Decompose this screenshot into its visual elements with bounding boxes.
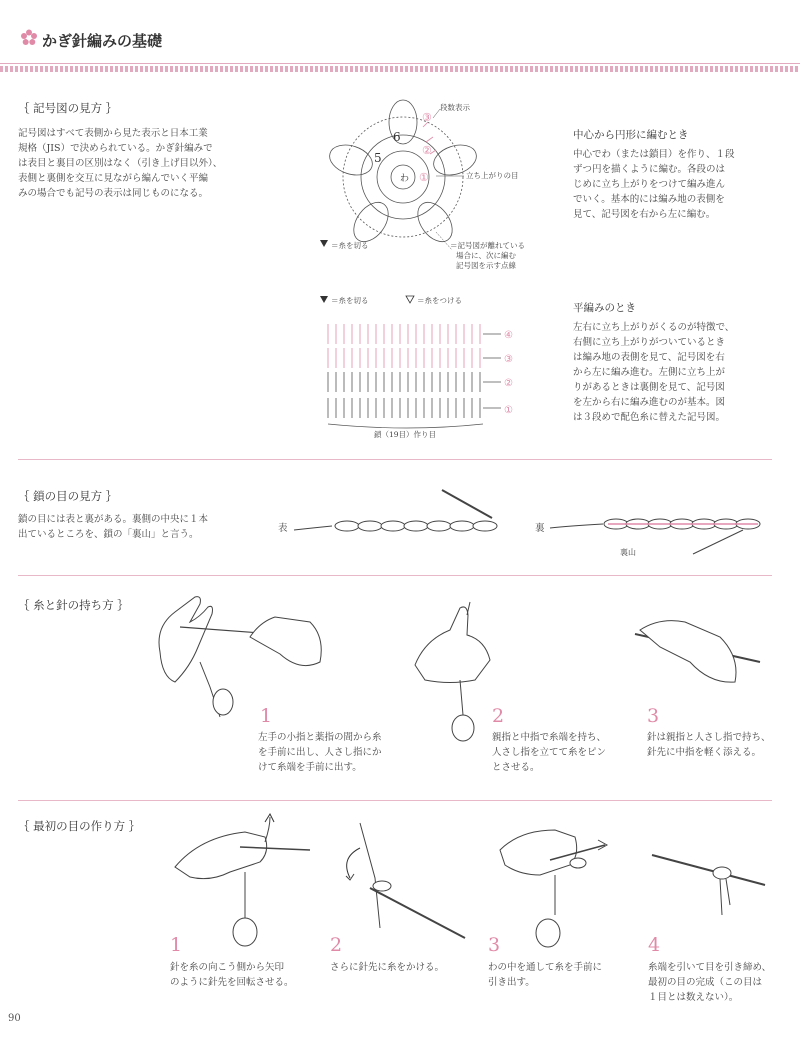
holding-step3-text: 針は親指と人さし指で持ち、 針先に中指を軽く添える。 bbox=[647, 732, 771, 758]
front-label: 表 bbox=[278, 523, 288, 534]
round-knitting-title: 中心から円形に編むとき bbox=[573, 129, 689, 141]
holding-step3-illustration bbox=[630, 612, 770, 692]
flat-knitting-description: 左右に立ち上がりがくるのが特徴で、 右側に立ち上がりがついているとき は編み地の表側を見て、記号図を右 から左に編み進む。左側に立ち上が りがあるときは裏側を見て、記号図 を左から右に編み進むのが基本。図 は３段めで配色糸に替えた記号図。 bbox=[573, 322, 735, 423]
row-marker-2: ② bbox=[504, 378, 513, 389]
round-knitting-description: 中心でわ（または鎖目）を作り、１段 ずつ円を描くように編む。各段のは じめに立ち上がりをつけて編み進ん でいく。基本的には編み地の表側を 見て、記号図を右から左に編む。 bbox=[573, 149, 735, 220]
first-stitch-step2-text: さらに針先に糸をかける。 bbox=[330, 962, 445, 973]
round-count-label: 段数表示 bbox=[440, 103, 470, 112]
holding-step1-illustration bbox=[150, 592, 330, 722]
cut-yarn-label: ＝糸を切る bbox=[331, 241, 369, 250]
holding-step3-number: 3 bbox=[647, 705, 660, 727]
flat-knitting-title: 平編みのとき bbox=[573, 302, 636, 314]
chain-front-illustration bbox=[292, 488, 512, 548]
first-stitch-step3-number: 3 bbox=[488, 934, 501, 956]
section-heading-first-stitch: ｛ 最初の目の作り方 ｝ bbox=[18, 819, 141, 833]
flat-attach-label: ＝糸をつける bbox=[417, 296, 462, 305]
row-marker-1: ① bbox=[504, 405, 513, 416]
first-stitch-step4-text: 糸端を引いて目を引き締め、 最初の目の完成（この目は １目とは数えない）。 bbox=[648, 962, 772, 1003]
circular-chart-diagram bbox=[318, 92, 558, 277]
first-stitch-step3-text: わの中を通して糸を手前に 引き出す。 bbox=[488, 962, 603, 988]
section-divider-3 bbox=[18, 800, 772, 801]
section-heading-symbol-chart: ｛ 記号図の見方 ｝ bbox=[18, 101, 118, 115]
urayama-label: 裏山 bbox=[620, 548, 636, 557]
header-divider bbox=[0, 63, 800, 64]
flat-chart-diagram bbox=[318, 292, 548, 452]
first-stitch-step4-illustration bbox=[650, 845, 780, 920]
back-label: 裏 bbox=[535, 523, 545, 534]
header-dotted-divider bbox=[0, 66, 800, 72]
round-marker-2: ② bbox=[422, 144, 432, 157]
holding-step2-illustration bbox=[405, 600, 515, 750]
center-ring-label: わ bbox=[400, 174, 410, 184]
chain-back-illustration bbox=[548, 508, 773, 558]
section-heading-chain: ｛ 鎖の目の見方 ｝ bbox=[18, 489, 118, 503]
first-stitch-step2-number: 2 bbox=[330, 934, 343, 956]
dotted-line-label-2: 場合に、次に編む bbox=[456, 251, 516, 260]
first-stitch-step4-number: 4 bbox=[648, 934, 661, 956]
starting-stitch-label: 立ち上がりの目 bbox=[466, 171, 519, 180]
round-number-5: 5 bbox=[374, 151, 382, 165]
page-number: 90 bbox=[8, 1013, 21, 1024]
dotted-line-label-3: 記号図を示す点線 bbox=[456, 261, 516, 270]
holding-step2-text: 親指と中指で糸端を持ち、 人さし指を立てて糸をピン とさせる。 bbox=[492, 732, 607, 773]
page-title: かぎ針編みの基礎 bbox=[42, 32, 163, 50]
dotted-line-label-1: ＝記号図が離れている bbox=[450, 241, 525, 250]
first-stitch-step1-number: 1 bbox=[170, 934, 183, 956]
flat-cut-label: ＝糸を切る bbox=[331, 296, 369, 305]
first-stitch-step1-illustration bbox=[170, 812, 310, 952]
holding-step2-number: 2 bbox=[492, 705, 505, 727]
flower-icon bbox=[20, 29, 38, 47]
row-marker-4: ④ bbox=[504, 330, 513, 341]
section-divider-2 bbox=[18, 575, 772, 576]
round-marker-1: ① bbox=[419, 171, 429, 184]
chain-description: 鎖の目には表と裏がある。裏側の中央に１本 出ているところを、鎖の「裏山」と言う。 bbox=[18, 514, 209, 540]
first-stitch-step1-text: 針を糸の向こう側から矢印 のように針先を回転させる。 bbox=[170, 962, 294, 988]
symbol-chart-description: 記号図はすべて表側から見た表示と日本工業 規格（JIS）で決められている。かぎ針編みで は表目と裏目の区別はなく（引き上げ目以外）、 表側と裏側を交互に見ながら編んでいく平編 みの場合でも記号の表示は同じものになる。 bbox=[18, 128, 223, 199]
holding-step1-text: 左手の小指と薬指の間から糸 を手前に出し、人さし指にか けて糸端を手前に出す。 bbox=[258, 732, 382, 773]
row-marker-3: ③ bbox=[504, 354, 513, 365]
chain-brace bbox=[328, 424, 483, 428]
round-marker-3: ③ bbox=[422, 111, 432, 124]
first-stitch-step3-illustration bbox=[490, 815, 630, 955]
holding-step1-number: 1 bbox=[260, 705, 273, 727]
section-heading-holding: ｛ 糸と針の持ち方 ｝ bbox=[18, 598, 129, 612]
round-number-6: 6 bbox=[393, 130, 401, 144]
section-divider-1 bbox=[18, 459, 772, 460]
first-stitch-step2-illustration bbox=[330, 818, 470, 928]
cut-yarn-icon bbox=[320, 240, 328, 247]
foundation-chain-label: 鎖（19目）作り目 bbox=[374, 430, 437, 439]
